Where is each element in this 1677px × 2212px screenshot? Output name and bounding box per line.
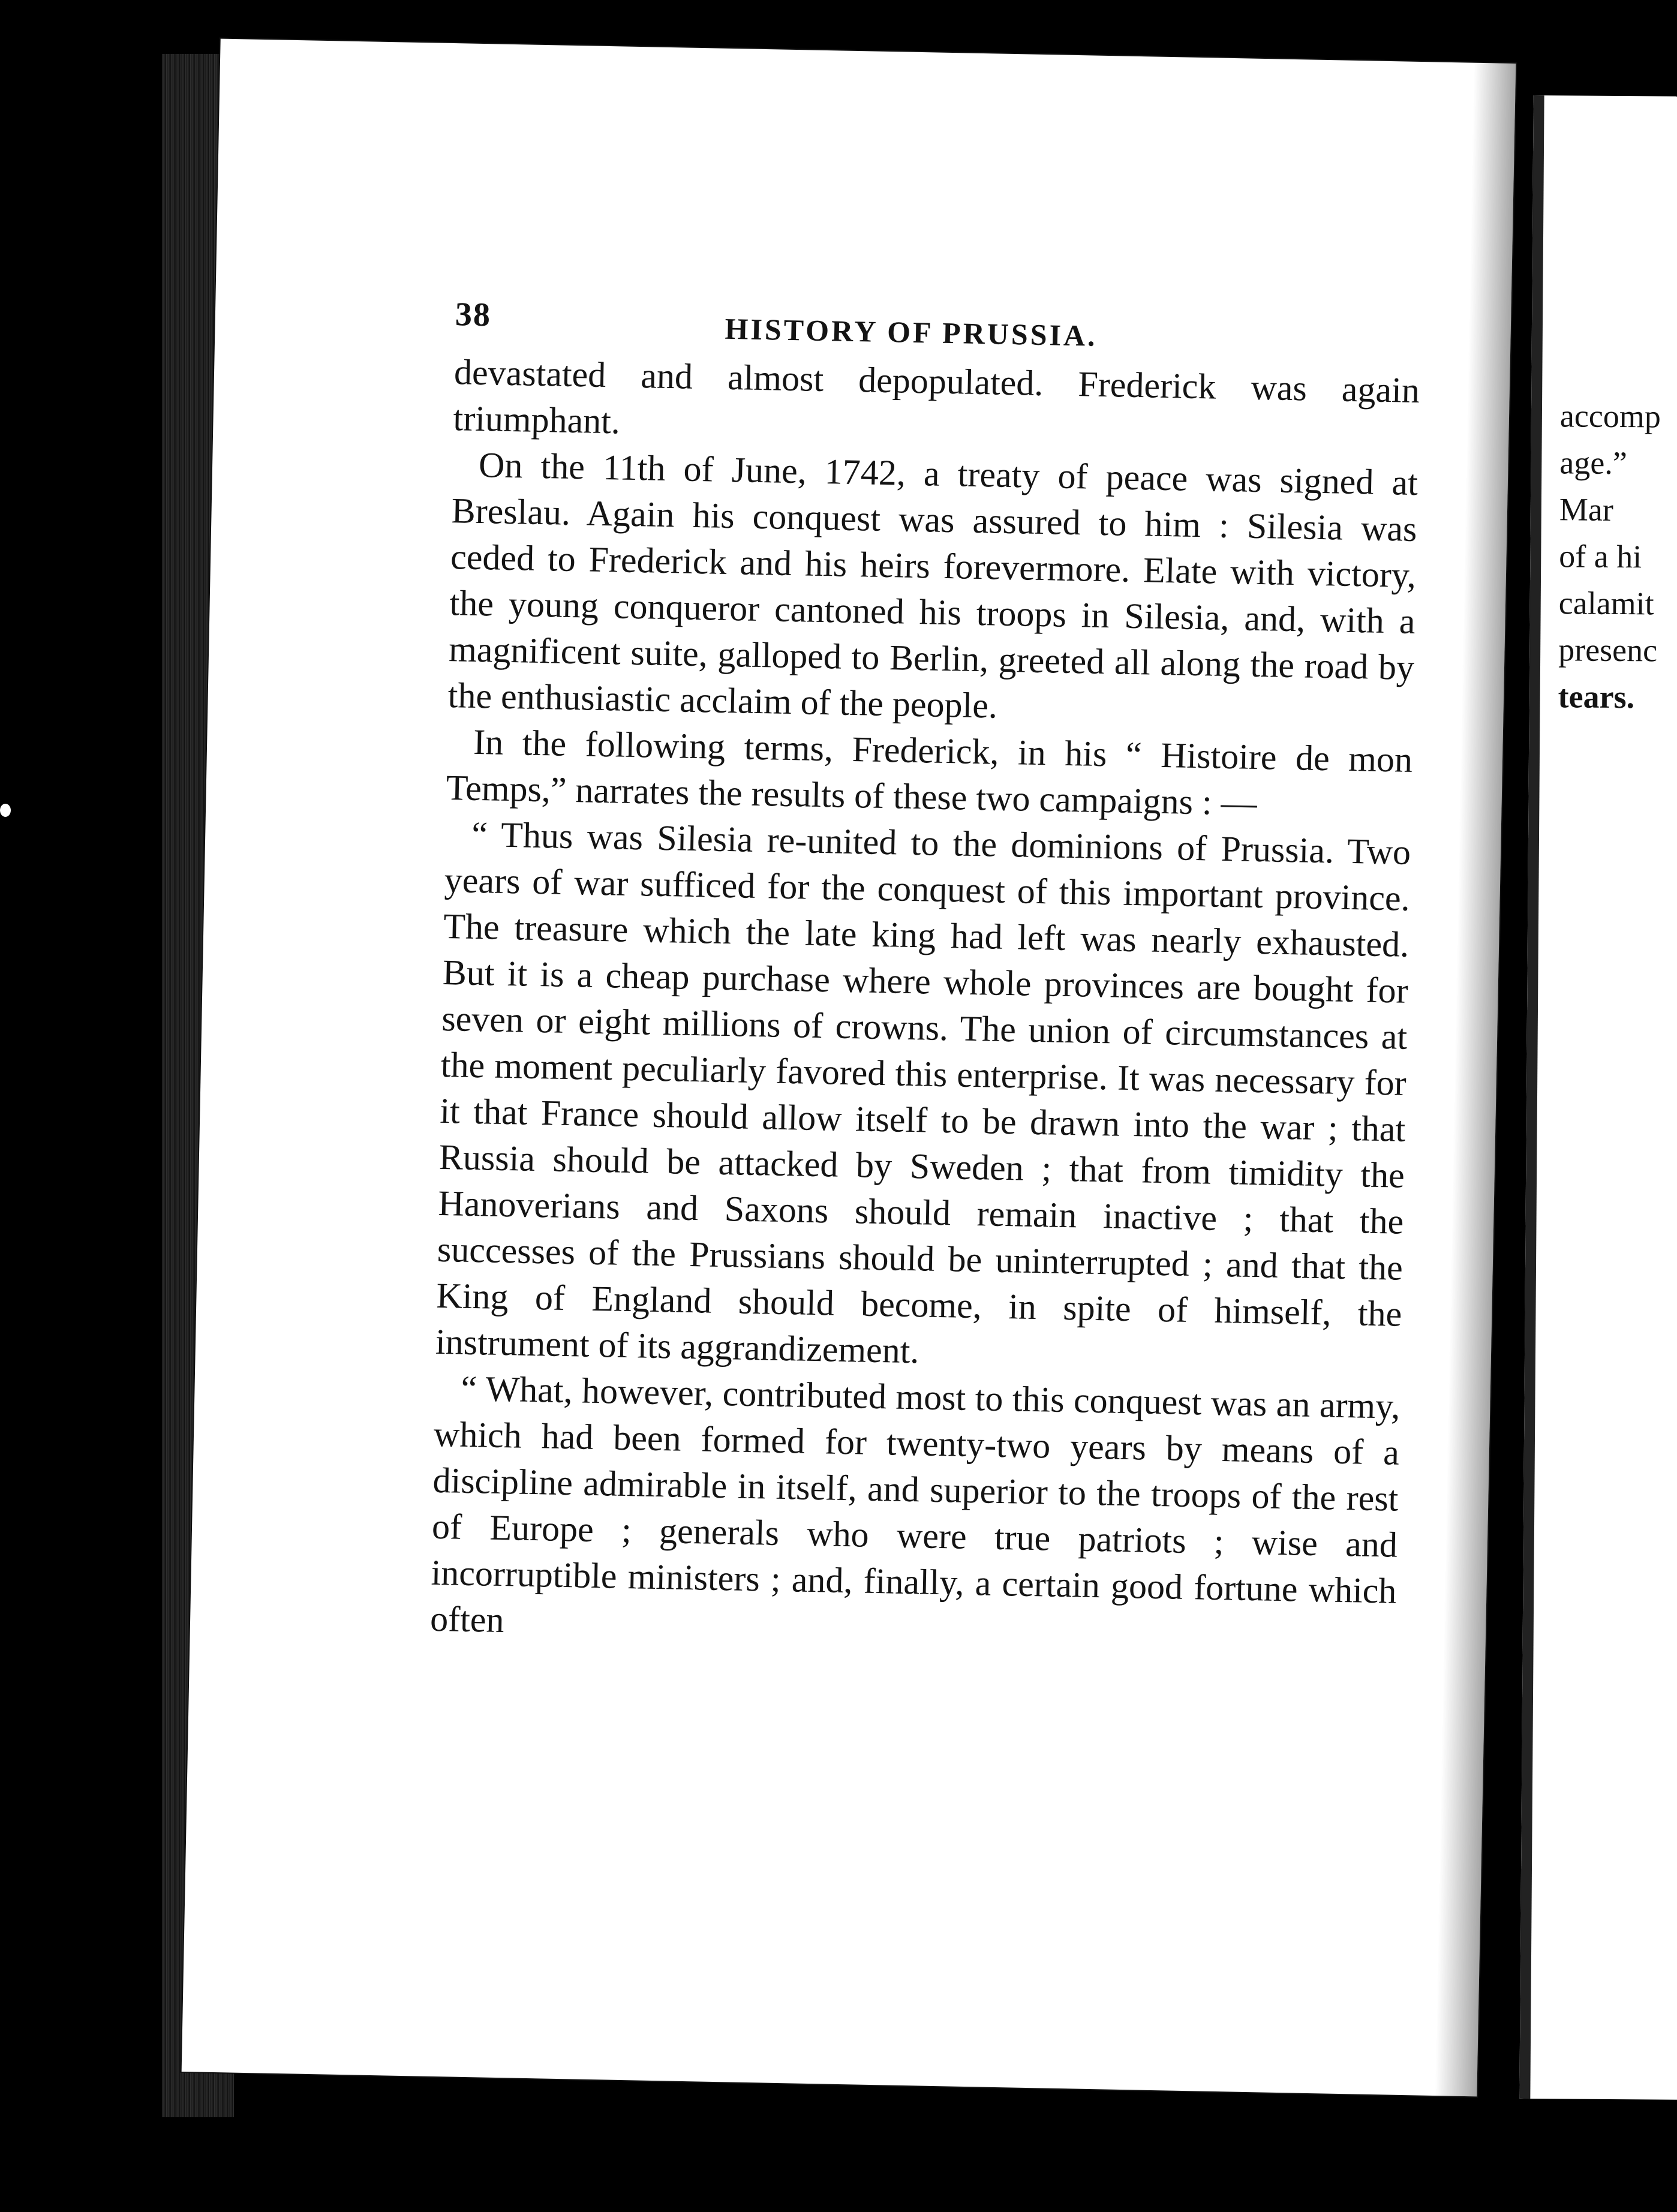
paragraph-4: “ Thus was Silesia re-united to the dominions of Prussia. Two years of war sufficed for the conquest of this important province. The treasure which the late king had left was nearly exhausted. But it is a cheap purchase where whole provinces are bought for seven or eight millions of crowns. The union of circumstances at the moment peculiarly favored this enterprise. It was necessary for it that France should allow itself to be drawn into the war ; that Russia should be attacked by Sweden ; that from timidity the Hanoverians and Saxons should remain inactive ; that the successes of the Prussians should be uninterrupted ; and that the King of England should become, in spite of himself, the instrument of its aggrandizement. [435,814,1411,1371]
paragraph-3: In the following terms, Frederick, in his “ Histoire de mon Temps,” narrates the results of these two campaigns : — [446,722,1413,823]
facing-page-text [1558,392,1661,720]
facing-line-5: calamit [1558,585,1654,622]
facing-line-2: age.” [1559,444,1628,482]
facing-page-gutter [1519,95,1544,2099]
paragraph-5: “ What, however, contributed most to this conquest was an army, which had been formed for twenty-two years by means of a discipline admirable in itself, and superior to the troops of the rest of Europe ; generals who were true patriots ; wise and incorruptible ministers ; and, finally, a certain good fortune which often [429,1368,1400,1640]
facing-line-3: Mar [1559,491,1614,528]
page-gutter-shadow [1435,63,1516,2097]
running-title: HISTORY OF PRUSSIA. [725,311,1098,353]
book-page [182,39,1516,2097]
facing-line-4: of a hi [1559,538,1642,575]
page-number: 38 [455,296,492,334]
scan-speck [0,804,11,817]
body-text [429,349,1420,1661]
facing-page [1519,95,1677,2100]
facing-line-1: accomp [1559,398,1661,435]
paragraph-2: On the 11th of June, 1742, a treaty of peace was signed at Breslau. Again his conquest was assured to him : Silesia was ceded to Frederick and his heirs forevermore. Elate with victory, the young conqueror cantoned his troops in Silesia, and, with a magnificent suite, galloped to Berlin, greeted all along the road by the enthusiastic acclaim of the people. [447,444,1418,726]
page-text-block [429,295,1421,1660]
facing-line-6: presenc [1558,632,1658,669]
paragraph-1: devastated and almost depopulated. Frederick was again triumphant. [453,352,1420,441]
facing-line-7: tears. [1558,678,1635,716]
